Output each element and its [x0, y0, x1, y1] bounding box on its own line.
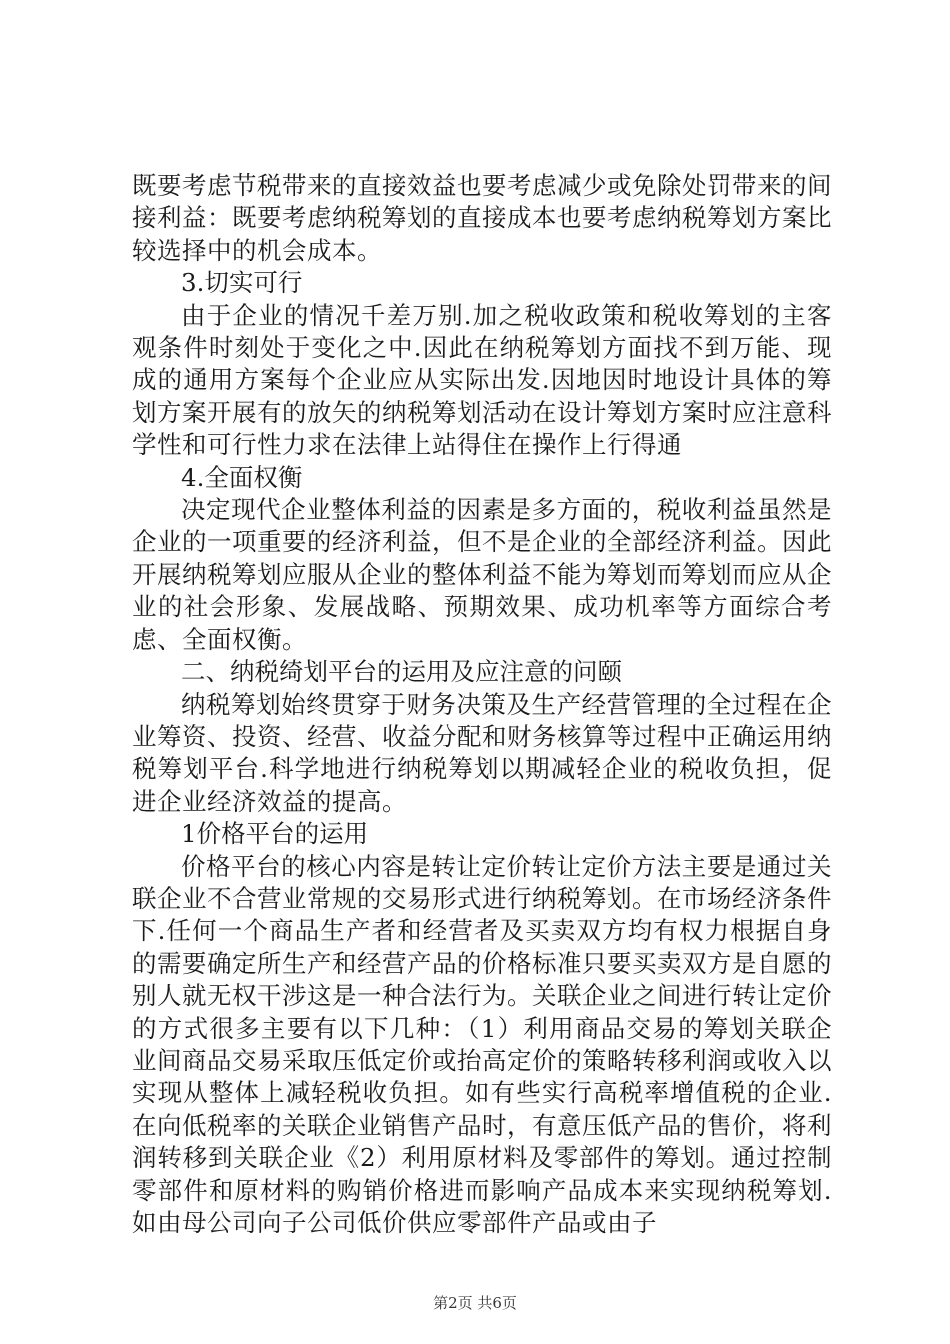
page-footer: 第2页 共6页 [433, 1294, 517, 1312]
heading-practical: 3.切实可行 [181, 268, 303, 298]
document-body [132, 170, 832, 1239]
paragraph-price-platform: 价格平台的核心内容是转让定价转让定价方法主要是通过关联企业不合营业常规的交易形式进行纳税筹划。在市场经济条件下.任何一个商品生产者和经营者及买卖双方均有权力根据自身的需要确定所生产和经营产品的价格标准只要买卖双方是自愿的别人就无权干涉这是一种合法行为。关联企业之间进行转让定价的方式很多主要有以下几种：（1）利用商品交易的筹划关联企业间商品交易采取压低定价或抬高定价的策略转移利润或收入以实现从整体上减轻税收负担。如有些实行高税率增值税的企业.在向低税率的关联企业销售产品时，有意压低产品的售价，将利润转移到关联企业《2）利用原材料及零部件的筹划。通过控制零部件和原材料的购销价格进而影响产品成本来实现纳税筹划.如由母公司向子公司低价供应零部件产品或由子 [132, 851, 832, 1237]
section-heading-platform: 二、纳税绮划平台的运用及应注意的问颐 [181, 657, 622, 687]
paragraph-practical: 由于企业的情况千差万别.加之税收政策和税收筹划的主客观条件时刻处于变化之中.因此在纳税筹划方面找不到万能、现成的通用方案每个企业应从实际出发.因地因时地设计具体的筹划方案开展有的放矢的纳税筹划活动在设计筹划方案时应注意科学性和可行性力求在法律上站得住在操作上行得通 [132, 300, 832, 460]
heading-balance: 4.全面权衡 [181, 462, 303, 492]
paragraph-platform: 纳税筹划始终贯穿于财务决策及生产经营管理的全过程在企业筹资、投资、经营、收益分配和财务核算等过程中正确运用纳税筹划平台.科学地进行纳税筹划以期减轻企业的税收负担，促进企业经济效益的提高。 [132, 689, 832, 816]
paragraph-continuation: 既要考虑节税带来的直接效益也要考虑减少或免除处罚带来的间接利益：既要考虑纳税筹划的直接成本也要考虑纳税筹划方案比较选择中的机会成本。 [132, 171, 832, 265]
paragraph-balance: 决定现代企业整体利益的因素是多方面的，税收利益虽然是企业的一项重要的经济利益，但不是企业的全部经济利益。因此开展纳税筹划应服从企业的整体利益不能为筹划而筹划而应从企业的社会形象、发展战略、预期效果、成功机率等方面综合考虑、全面权衡。 [132, 495, 832, 654]
heading-price-platform: 1价格平台的运用 [181, 819, 369, 849]
